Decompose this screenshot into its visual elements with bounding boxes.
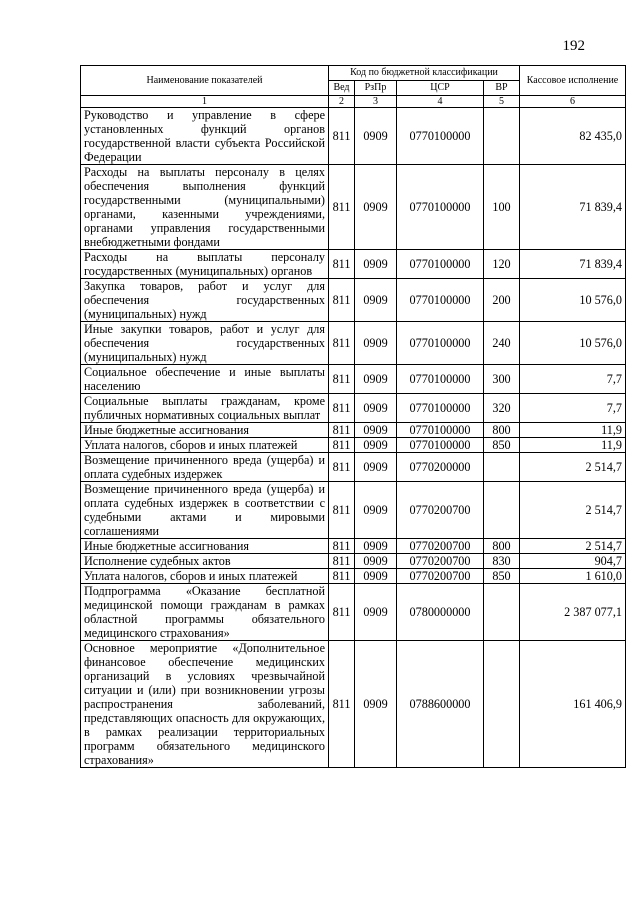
cell-amount: 11,9 — [520, 438, 626, 453]
cell-amount: 2 514,7 — [520, 453, 626, 482]
cell-amount: 2 514,7 — [520, 482, 626, 539]
cell-ved: 811 — [329, 438, 355, 453]
cell-vr: 830 — [484, 554, 520, 569]
column-number: 6 — [520, 96, 626, 108]
cell-rzpr: 0909 — [355, 554, 397, 569]
cell-ved: 811 — [329, 453, 355, 482]
cell-rzpr: 0909 — [355, 322, 397, 365]
table-body — [81, 108, 626, 768]
cell-amount: 161 406,9 — [520, 641, 626, 768]
cell-rzpr: 0909 — [355, 365, 397, 394]
cell-name: Социальные выплаты гражданам, кроме публичных нормативных социальных выплат — [81, 394, 329, 423]
cell-amount: 10 576,0 — [520, 279, 626, 322]
cell-csr: 0770200700 — [397, 482, 484, 539]
cell-name: Исполнение судебных актов — [81, 554, 329, 569]
cell-vr: 240 — [484, 322, 520, 365]
cell-name: Возмещение причиненного вреда (ущерба) и оплата судебных издержек — [81, 453, 329, 482]
cell-name: Социальное обеспечение и иные выплаты населению — [81, 365, 329, 394]
header-amount: Кассовое исполнение — [520, 66, 626, 96]
cell-csr: 0770100000 — [397, 365, 484, 394]
cell-name: Основное мероприятие «Дополнительное финансовое обеспечение медицинских организаций в условиях чрезвычайной ситуации и (или) при возникновении угрозы распространения заболеваний, представляющих опасность для окружающих, в рамках реализации территориальных программ обязательного медицинского страхования» — [81, 641, 329, 768]
cell-amount: 1 610,0 — [520, 569, 626, 584]
header-rzpr: РзПр — [355, 81, 397, 96]
cell-vr: 100 — [484, 165, 520, 250]
cell-csr: 0770200700 — [397, 554, 484, 569]
cell-vr: 200 — [484, 279, 520, 322]
header-vr: ВР — [484, 81, 520, 96]
table-row — [81, 438, 626, 453]
cell-csr: 0770100000 — [397, 279, 484, 322]
cell-name: Иные бюджетные ассигнования — [81, 423, 329, 438]
cell-rzpr: 0909 — [355, 279, 397, 322]
cell-name: Иные закупки товаров, работ и услуг для обеспечения государственных (муниципальных) нужд — [81, 322, 329, 365]
table-row — [81, 108, 626, 165]
cell-amount: 71 839,4 — [520, 250, 626, 279]
column-number: 1 — [81, 96, 329, 108]
cell-amount: 11,9 — [520, 423, 626, 438]
cell-amount: 7,7 — [520, 365, 626, 394]
cell-ved: 811 — [329, 423, 355, 438]
table-row — [81, 453, 626, 482]
cell-rzpr: 0909 — [355, 108, 397, 165]
cell-name: Возмещение причиненного вреда (ущерба) и оплата судебных издержек в соответствии с судебными актами и мировыми соглашениями — [81, 482, 329, 539]
cell-csr: 0770100000 — [397, 250, 484, 279]
cell-vr: 800 — [484, 423, 520, 438]
cell-vr — [484, 641, 520, 768]
cell-vr — [484, 108, 520, 165]
cell-amount: 7,7 — [520, 394, 626, 423]
cell-name: Иные бюджетные ассигнования — [81, 539, 329, 554]
table-row — [81, 165, 626, 250]
cell-rzpr: 0909 — [355, 584, 397, 641]
cell-csr: 0770200700 — [397, 539, 484, 554]
cell-amount: 82 435,0 — [520, 108, 626, 165]
cell-ved: 811 — [329, 108, 355, 165]
cell-name: Уплата налогов, сборов и иных платежей — [81, 569, 329, 584]
cell-vr: 120 — [484, 250, 520, 279]
cell-ved: 811 — [329, 365, 355, 394]
table-row — [81, 539, 626, 554]
cell-name: Подпрограмма «Оказание бесплатной медицинской помощи гражданам в рамках областной программы обязательного медицинского страхования» — [81, 584, 329, 641]
header-ved: Вед — [329, 81, 355, 96]
cell-rzpr: 0909 — [355, 453, 397, 482]
cell-name: Уплата налогов, сборов и иных платежей — [81, 438, 329, 453]
cell-rzpr: 0909 — [355, 569, 397, 584]
cell-ved: 811 — [329, 641, 355, 768]
cell-csr: 0770200700 — [397, 569, 484, 584]
cell-ved: 811 — [329, 554, 355, 569]
table-row — [81, 482, 626, 539]
column-number-row — [81, 96, 626, 108]
column-number: 5 — [484, 96, 520, 108]
cell-rzpr: 0909 — [355, 165, 397, 250]
cell-csr: 0770100000 — [397, 165, 484, 250]
cell-vr: 320 — [484, 394, 520, 423]
cell-rzpr: 0909 — [355, 438, 397, 453]
cell-name: Руководство и управление в сфере установленных функций органов государственной власти субъекта Российской Федерации — [81, 108, 329, 165]
cell-vr: 300 — [484, 365, 520, 394]
cell-rzpr: 0909 — [355, 641, 397, 768]
cell-csr: 0788600000 — [397, 641, 484, 768]
table-row — [81, 322, 626, 365]
cell-vr: 850 — [484, 438, 520, 453]
table-row — [81, 250, 626, 279]
cell-amount: 71 839,4 — [520, 165, 626, 250]
cell-amount: 2 514,7 — [520, 539, 626, 554]
cell-vr — [484, 453, 520, 482]
cell-csr: 0770100000 — [397, 322, 484, 365]
table-row — [81, 641, 626, 768]
cell-name: Закупка товаров, работ и услуг для обеспечения государственных (муниципальных) нужд — [81, 279, 329, 322]
cell-csr: 0770100000 — [397, 423, 484, 438]
table-row — [81, 554, 626, 569]
column-number: 4 — [397, 96, 484, 108]
cell-csr: 0770200000 — [397, 453, 484, 482]
cell-vr — [484, 482, 520, 539]
table-row — [81, 569, 626, 584]
header-name: Наименование показателей — [81, 66, 329, 96]
cell-ved: 811 — [329, 250, 355, 279]
header-csr: ЦСР — [397, 81, 484, 96]
cell-rzpr: 0909 — [355, 394, 397, 423]
column-number: 2 — [329, 96, 355, 108]
cell-ved: 811 — [329, 482, 355, 539]
cell-rzpr: 0909 — [355, 482, 397, 539]
table-row — [81, 365, 626, 394]
cell-ved: 811 — [329, 165, 355, 250]
cell-csr: 0770100000 — [397, 438, 484, 453]
cell-ved: 811 — [329, 279, 355, 322]
header-code-group: Код по бюджетной классификации — [329, 66, 520, 81]
cell-ved: 811 — [329, 394, 355, 423]
cell-vr: 850 — [484, 569, 520, 584]
cell-rzpr: 0909 — [355, 423, 397, 438]
table-row — [81, 423, 626, 438]
cell-amount: 2 387 077,1 — [520, 584, 626, 641]
cell-name: Расходы на выплаты персоналу в целях обеспечения выполнения функций государственными (муниципальными) органами, казенными учреждениями, органами управления государственными внебюджетными фондами — [81, 165, 329, 250]
cell-vr: 800 — [484, 539, 520, 554]
cell-rzpr: 0909 — [355, 539, 397, 554]
column-number: 3 — [355, 96, 397, 108]
cell-ved: 811 — [329, 584, 355, 641]
cell-csr: 0770100000 — [397, 394, 484, 423]
cell-ved: 811 — [329, 569, 355, 584]
cell-ved: 811 — [329, 539, 355, 554]
cell-amount: 904,7 — [520, 554, 626, 569]
cell-ved: 811 — [329, 322, 355, 365]
table-row — [81, 584, 626, 641]
cell-amount: 10 576,0 — [520, 322, 626, 365]
budget-table — [80, 65, 626, 768]
cell-vr — [484, 584, 520, 641]
cell-rzpr: 0909 — [355, 250, 397, 279]
table-row — [81, 394, 626, 423]
cell-name: Расходы на выплаты персоналу государственных (муниципальных) органов — [81, 250, 329, 279]
cell-csr: 0780000000 — [397, 584, 484, 641]
table-row — [81, 279, 626, 322]
cell-csr: 0770100000 — [397, 108, 484, 165]
page-number: 192 — [562, 38, 585, 54]
